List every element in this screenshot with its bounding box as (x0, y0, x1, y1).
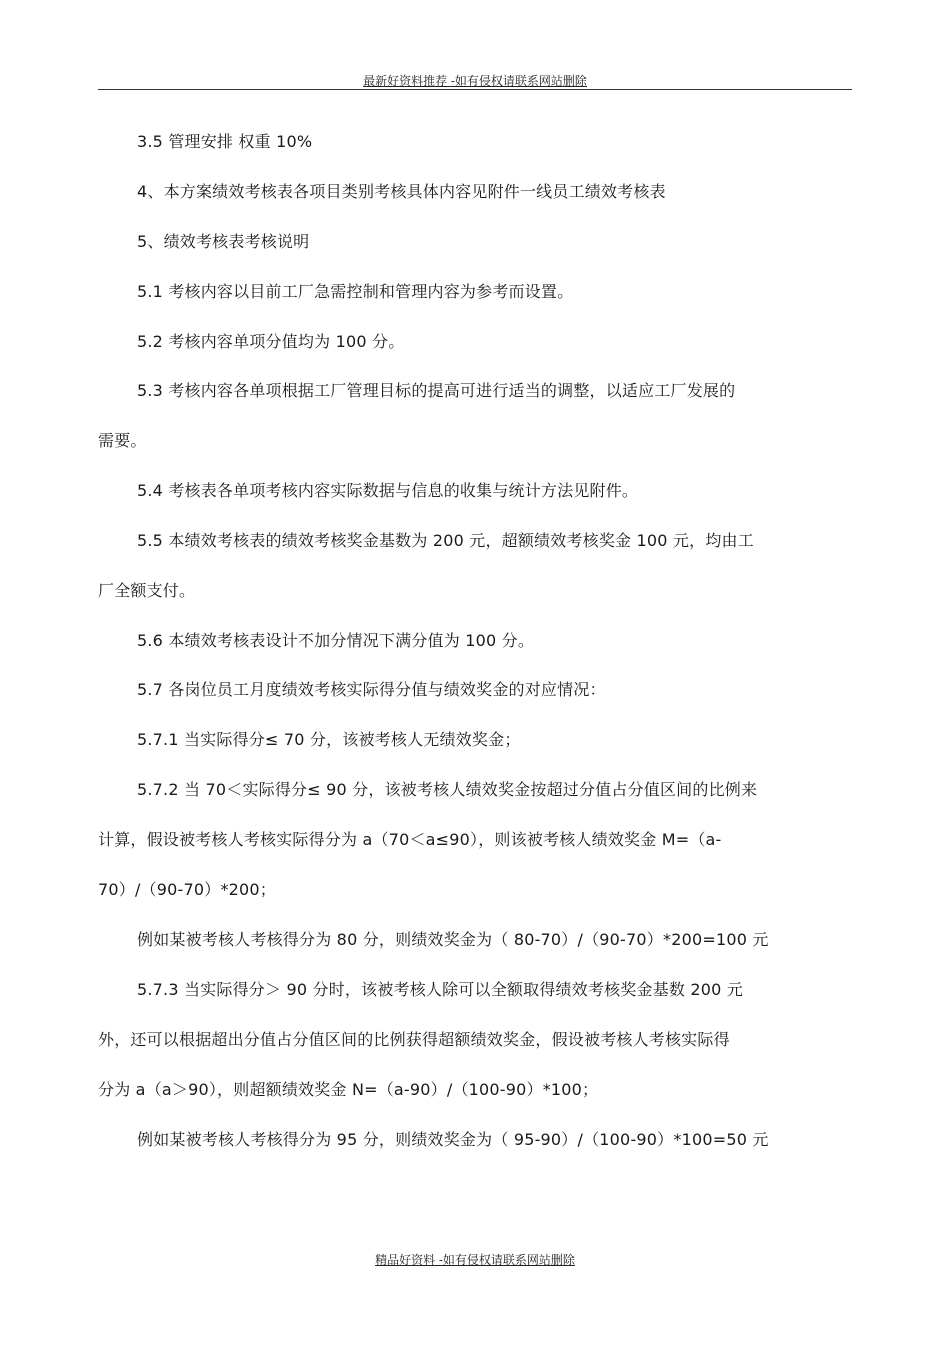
text-line: 5.7 各岗位员工月度绩效考核实际得分值与绩效奖金的对应情况： (137, 680, 606, 699)
text-line: 5.7.2 当 70＜实际得分≤ 90 分，该被考核人绩效奖金按超过分值占分值区间的比例来 (137, 780, 758, 799)
text-line: 5.6 本绩效考核表设计不加分情况下满分值为 100 分。 (137, 631, 535, 650)
text-line: 4、本方案绩效考核表各项目类别考核具体内容见附件一线员工绩效考核表 (137, 182, 666, 201)
text-line: 需要。 (98, 431, 147, 450)
text-line: 外，还可以根据超出分值占分值区间的比例获得超额绩效奖金，假设被考核人考核实际得 (98, 1030, 730, 1049)
text-line: 例如某被考核人考核得分为 95 分，则绩效奖金为（ 95-90）/（100-90）*100=50 元 (137, 1130, 769, 1149)
text-line: 5.1 考核内容以目前工厂急需控制和管理内容为参考而设置。 (137, 282, 574, 301)
text-line: 5.7.1 当实际得分≤ 70 分，该被考核人无绩效奖金； (137, 730, 521, 749)
text-line: 5.7.3 当实际得分＞ 90 分时，该被考核人除可以全额取得绩效考核奖金基数 200 元 (137, 980, 744, 999)
text-line: 计算，假设被考核人考核实际得分为 a（70＜a≤90），则该被考核人绩效奖金 M=（a- (98, 830, 722, 849)
text-line: 5.4 考核表各单项考核内容实际数据与信息的收集与统计方法见附件。 (137, 481, 639, 500)
text-line: 3.5 管理安排 权重 10% (137, 132, 313, 151)
text-line: 5.2 考核内容单项分值均为 100 分。 (137, 332, 405, 351)
page-footer (0, 1251, 950, 1268)
header-rule (98, 89, 852, 90)
footer-text: 精品好资料 -如有侵权请联系网站删除 (375, 1253, 575, 1267)
text-line: 5、绩效考核表考核说明 (137, 232, 310, 251)
page-header (0, 72, 950, 89)
text-line: 5.3 考核内容各单项根据工厂管理目标的提高可进行适当的调整，以适应工厂发展的 (137, 381, 736, 400)
text-line: 70）/（90-70）*200； (98, 880, 276, 899)
text-line: 例如某被考核人考核得分为 80 分，则绩效奖金为（ 80-70）/（90-70）*200=100 元 (137, 930, 769, 949)
text-line: 5.5 本绩效考核表的绩效考核奖金基数为 200 元，超额绩效考核奖金 100 元，均由工 (137, 531, 754, 550)
text-line: 分为 a（a＞90），则超额绩效奖金 N=（a-90）/（100-90）*100； (98, 1080, 599, 1099)
header-text: 最新好资料推荐 -如有侵权请联系网站删除 (363, 74, 587, 88)
text-line: 厂全额支付。 (98, 581, 196, 600)
